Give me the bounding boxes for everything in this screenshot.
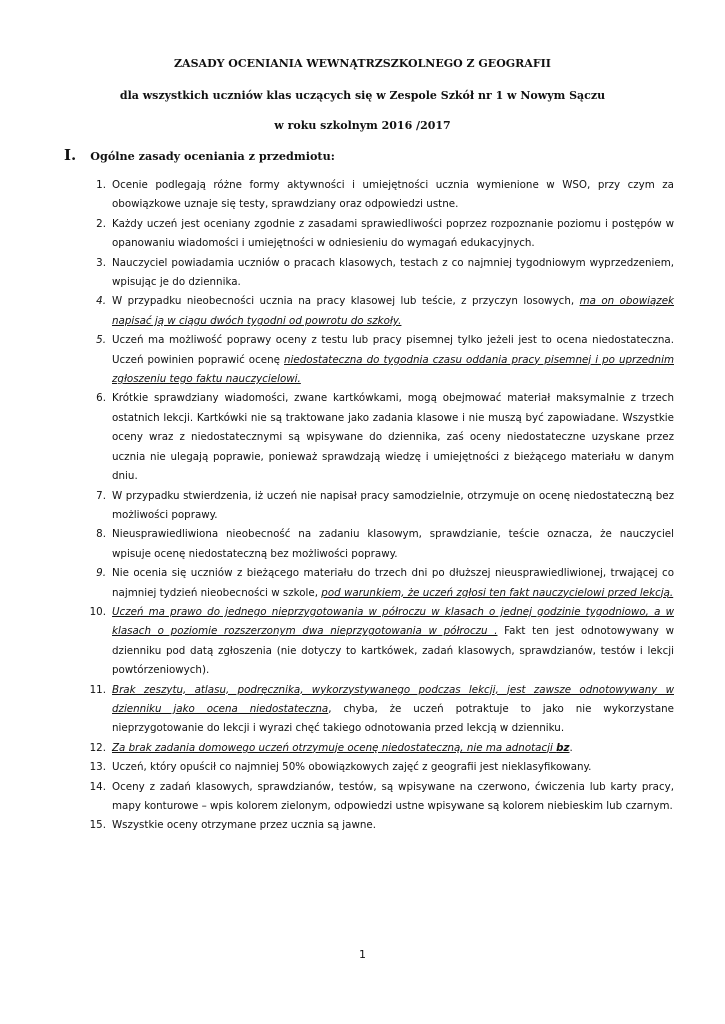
rule-number: 13. <box>89 761 106 774</box>
rule-item <box>96 487 674 526</box>
page-number: 1 <box>359 948 366 961</box>
rule-text: Ocenie podlegają różne formy aktywności i umiejętności ucznia wymienione w WSO, przy czym za obowiązkowe uznaje się testy, sprawdziany oraz odpowiedzi ustne. <box>112 179 674 211</box>
rule-text: W przypadku nieobecności ucznia na pracy klasowej lub teście, z przyczyn losowych, <box>112 295 580 308</box>
rule-number: 8. <box>96 528 106 541</box>
rule-emphasis: Brak zeszytu, atlasu, podręcznika, wykorzystywanego podczas lekcji, jest zawsze odnotowywany w dzienniku jako ocena niedostateczna <box>112 683 674 715</box>
school-year-line: w roku szkolnym 2016 /2017 <box>274 119 451 132</box>
rule-item <box>96 254 674 293</box>
document-title: ZASADY OCENIANIA WEWNĄTRZSZKOLNEGO Z GEOGRAFII <box>174 57 551 70</box>
rule-item <box>89 603 674 681</box>
section-number: I. <box>64 146 77 164</box>
rule-text: Oceny z zadań klasowych, sprawdzianów, testów, są wpisywane na czerwono, ćwiczenia lub karty pracy, mapy konturowe – wpis kolorem zielonym, odpowiedzi ustne wpisywane są kolorem niebieskim lub czarnym. <box>112 780 674 812</box>
rule-annotation-code: bz <box>556 741 570 754</box>
rule-item <box>96 176 674 215</box>
rule-number: 5. <box>96 334 106 347</box>
section-label: Ogólne zasady oceniania z przedmiotu: <box>90 149 335 163</box>
rule-number: 7. <box>96 489 106 502</box>
rule-item <box>96 215 674 254</box>
rule-emphasis: pod warunkiem, że uczeń zgłosi ten fakt nauczycielowi przed lekcją. <box>321 586 674 599</box>
rule-number: 6. <box>96 392 106 405</box>
rule-text: Fakt ten jest odnotowywany w dzienniku pod datą zgłoszenia (nie dotyczy to kartkówek, zadań klasowych, sprawdzianów, testów i lekcji powtórzeniowych). <box>112 625 674 677</box>
rule-text: Nieusprawiedliwiona nieobecność na zadaniu klasowym, sprawdzianie, teście oznacza, że nauczyciel wpisuje ocenę niedostateczną bez możliwości poprawy. <box>112 528 674 560</box>
rule-emphasis: niedostateczna do tygodnia czasu oddania pracy pisemnej i po uprzednim zgłoszeniu tego faktu nauczycielowi. <box>112 353 674 386</box>
rule-emphasis: Uczeń ma prawo do jednego nieprzygotowania w półroczu w klasach o jednej godzinie tygodniowo, a w klasach o poziomie rozszerzonym dwa nieprzygotowania w półroczu . <box>112 605 674 638</box>
rule-item <box>89 778 674 817</box>
rule-item <box>96 331 674 389</box>
rule-text: Nie ocenia się uczniów z bieżącego materiału do trzech dni po dłuższej nieusprawiedliwionej, trwającej co najmniej tydzień nieobecności w szkole, <box>112 567 674 599</box>
rule-text: Nauczyciel powiadamia uczniów o pracach klasowych, testach z co najmniej tygodniowym wyprzedzeniem, wpisując je do dziennika. <box>112 256 674 289</box>
rule-number: 11. <box>89 683 106 696</box>
rule-number: 1. <box>96 179 106 191</box>
rule-item <box>89 816 674 835</box>
rule-emphasis: Za brak zadania domowego uczeń otrzymuje ocenę niedostateczną, nie ma adnotacji <box>112 741 557 754</box>
rule-text: . <box>569 741 573 754</box>
rule-item <box>89 739 674 758</box>
section-heading <box>64 146 335 164</box>
rules-list <box>89 176 675 836</box>
rule-number: 15. <box>89 819 106 832</box>
document-subtitle: dla wszystkich uczniów klas uczących się w Zespole Szkół nr 1 w Nowym Sączu <box>119 89 606 102</box>
rule-number: 2. <box>96 217 106 230</box>
rule-item <box>89 758 674 777</box>
rule-item <box>96 564 674 603</box>
rule-text: Wszystkie oceny otrzymane przez ucznia są jawne. <box>112 819 377 832</box>
rule-number: 10. <box>89 605 106 618</box>
rule-emphasis: ma on obowiązek napisać ją w ciągu dwóch tygodni od powrotu do szkoły. <box>112 295 674 327</box>
rule-item <box>96 292 674 331</box>
rule-text: Każdy uczeń jest oceniany zgodnie z zasadami sprawiedliwości poprzez rozpoznanie poziomu i postępów w opanowaniu wiadomości i umiejętności w odniesieniu do wymagań edukacyjnych. <box>112 217 674 250</box>
rule-number: 9. <box>96 567 106 580</box>
rule-text: Uczeń, który opuścił co najmniej 50% obowiązkowych zajęć z geografii jest nieklasyfikowany. <box>112 761 592 774</box>
rule-number: 3. <box>96 256 106 269</box>
rule-number: 4. <box>96 295 106 308</box>
rule-item <box>96 525 674 564</box>
rule-text: , chyba, że uczeń potraktuje to jako nie wykorzystane nieprzygotowanie do lekcji i wyrazi chęć takiego odnotowania przed lekcją w dzienniku. <box>112 702 675 735</box>
rule-item <box>96 389 674 486</box>
rule-text: Uczeń ma możliwość poprawy oceny z testu lub pracy pisemnej tylko jeżeli jest to ocena niedostateczna. Uczeń powinien poprawić ocenę <box>112 334 674 366</box>
rule-text: W przypadku stwierdzenia, iż uczeń nie napisał pracy samodzielnie, otrzymuje on ocenę niedostateczną bez możliwości poprawy. <box>112 489 674 521</box>
rule-number: 12. <box>89 741 106 754</box>
rule-item <box>89 681 675 739</box>
rule-number: 14. <box>89 780 106 793</box>
rule-text: Krótkie sprawdziany wiadomości, zwane kartkówkami, mogą obejmować materiał maksymalnie z trzech ostatnich lekcji. Kartkówki nie są traktowane jako zadania klasowe i nie muszą być zapowiadane. Wszystkie oceny wraz z niedostatecznymi są wpisywane do dziennika, zaś oceny niedostateczne uzyskane przez ucznia nie ulegają poprawie, ponieważ sprawdzają wiedzę i umiejętności z bieżącego materiału w danym dniu. <box>112 392 674 483</box>
